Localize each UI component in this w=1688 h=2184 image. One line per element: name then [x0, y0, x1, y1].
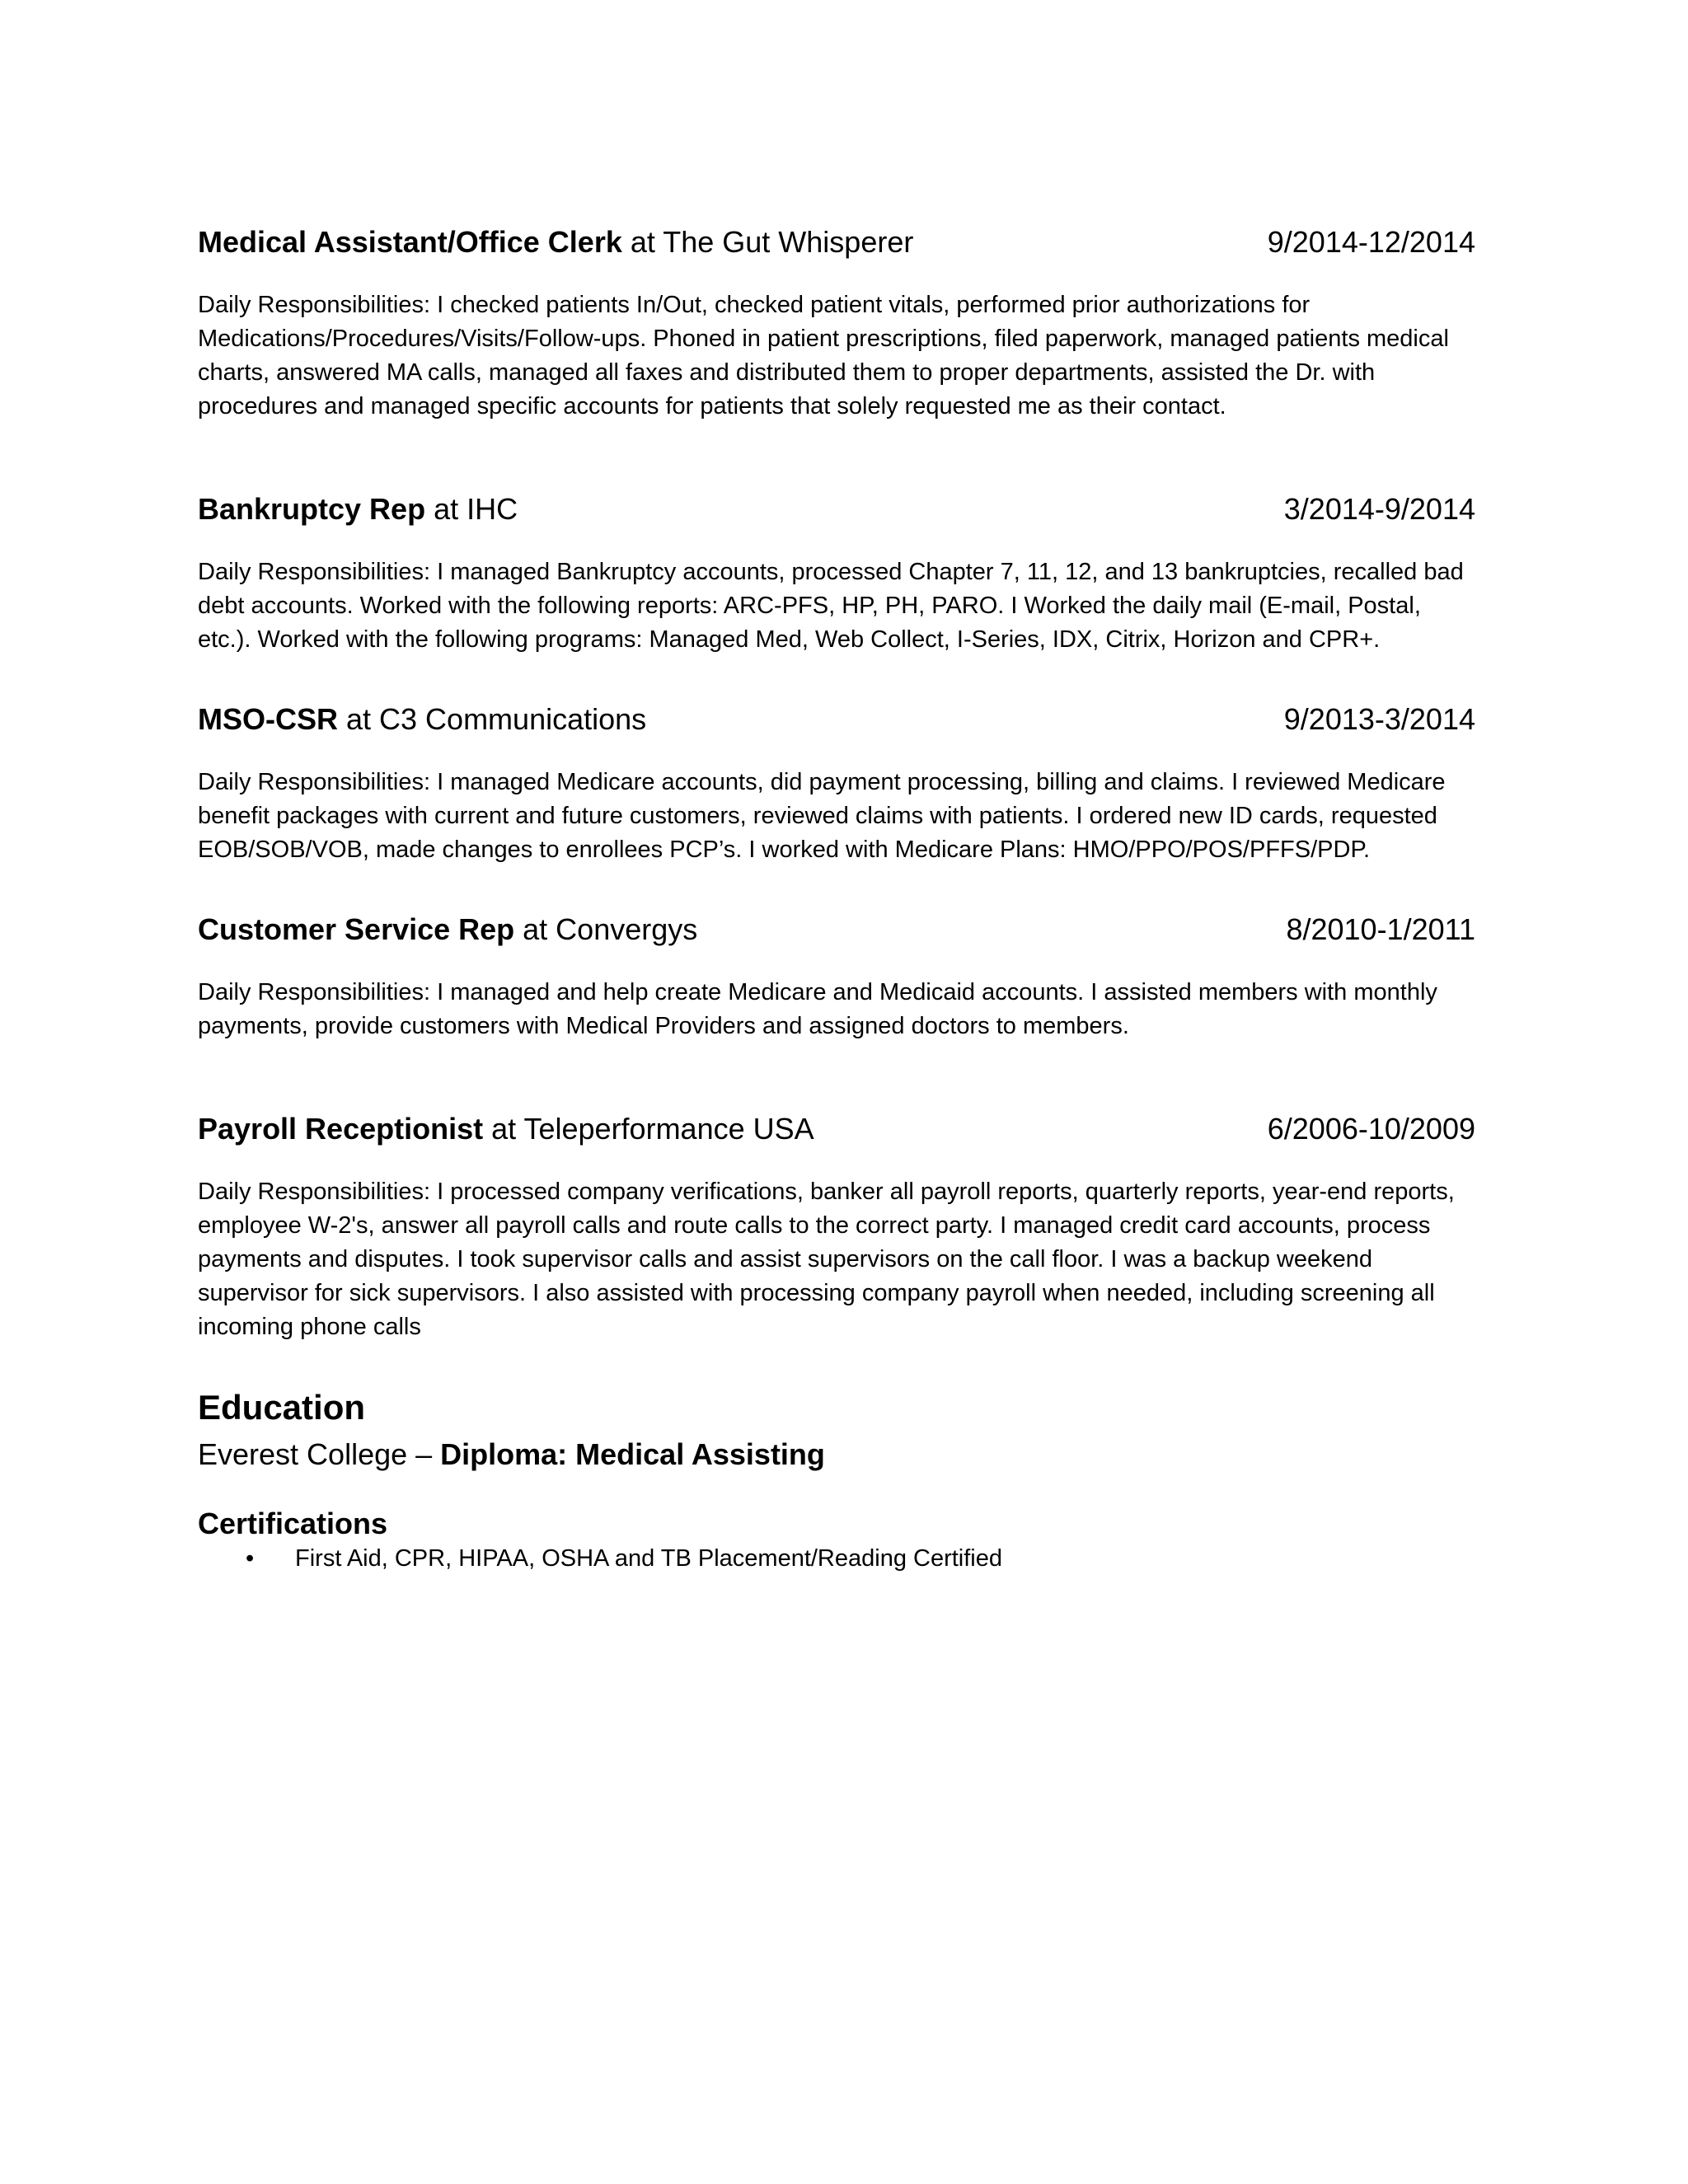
- resume-page: [198, 223, 1475, 1575]
- job-dates: 9/2013-3/2014: [1283, 702, 1475, 736]
- spacer: [198, 657, 1475, 700]
- job-employer: at Teleperformance USA: [483, 1112, 814, 1146]
- spacer: [198, 424, 1475, 490]
- job-employer: at C3 Communications: [338, 702, 647, 736]
- job-header: [198, 910, 1475, 949]
- diploma: Diploma: Medical Assisting: [440, 1437, 825, 1471]
- job-title: Payroll Receptionist: [198, 1112, 484, 1146]
- certifications-heading: Certifications: [198, 1507, 388, 1540]
- job-header: [198, 1109, 1475, 1149]
- spacer: [198, 1344, 1475, 1385]
- certification-text: First Aid, CPR, HIPAA, OSHA and TB Placement/Reading Certified: [295, 1545, 1003, 1572]
- job-employer: at IHC: [425, 492, 518, 526]
- job-title: MSO-CSR: [198, 702, 338, 736]
- job-title-line: [198, 700, 646, 739]
- job-description: Daily Responsibilities: I managed Medicare accounts, did payment processing, billing and claims. I reviewed Medicare benefit packages with current and future customers, reviewed claims with patients. I ordered new ID cards, requested EOB/SOB/VOB, made changes to enrollees PCP’s. I worked with Medicare Plans: HMO/PPO/POS/PFFS/PDP.: [198, 769, 1446, 863]
- certifications-list: [198, 1542, 1475, 1575]
- job-header: [198, 490, 1475, 529]
- education-entry: [198, 1435, 1475, 1474]
- bullet-icon: •: [246, 1545, 255, 1572]
- job-description: Daily Responsibilities: I managed and help create Medicare and Medicaid accounts. I assisted members with monthly payments, provide customers with Medical Providers and assigned doctors to members.: [198, 979, 1437, 1039]
- school-name: Everest College –: [198, 1437, 441, 1471]
- job-title: Customer Service Rep: [198, 912, 515, 946]
- job-header: [198, 223, 1475, 262]
- job-title: Medical Assistant/Office Clerk: [198, 225, 622, 259]
- job-title-line: [198, 910, 697, 949]
- job-entry-customer-service-rep: [198, 910, 1475, 1043]
- job-title-line: [198, 223, 913, 262]
- job-entry-mso-csr: [198, 700, 1475, 867]
- job-header: [198, 700, 1475, 739]
- job-employer: at The Gut Whisperer: [621, 225, 914, 259]
- spacer: [198, 1043, 1475, 1109]
- job-entry-payroll-receptionist: [198, 1109, 1475, 1344]
- job-description: Daily Responsibilities: I processed company verifications, banker all payroll reports, quarterly reports, year-end reports, employee W-2's, answer all payroll calls and route calls to the correct party. I managed credit card accounts, process payments and disputes. I took supervisor calls and assist supervisors on the call floor. I was a backup weekend supervisor for sick supervisors. I also assisted with processing company payroll when needed, including screening all incoming phone calls: [198, 1179, 1455, 1340]
- job-entry-medical-assistant: [198, 223, 1475, 424]
- job-dates: 8/2010-1/2011: [1286, 912, 1475, 946]
- list-item: [198, 1542, 1475, 1575]
- spacer: [198, 867, 1475, 910]
- education-heading: Education: [198, 1388, 366, 1427]
- job-dates: 9/2014-12/2014: [1267, 225, 1475, 259]
- job-entry-bankruptcy-rep: [198, 490, 1475, 657]
- job-description: Daily Responsibilities: I checked patients In/Out, checked patient vitals, performed prior authorizations for Medications/Procedures/Visits/Follow-ups. Phoned in patient prescriptions, filed paperwork, managed patients medical charts, answered MA calls, managed all faxes and distributed them to proper departments, assisted the Dr. with procedures and managed specific accounts for patients that solely requested me as their contact.: [198, 292, 1449, 419]
- job-employer: at Convergys: [514, 912, 698, 946]
- job-dates: 6/2006-10/2009: [1267, 1112, 1475, 1146]
- job-title-line: [198, 1109, 814, 1149]
- education-section: [198, 1385, 1475, 1474]
- job-title-line: [198, 490, 518, 529]
- certifications-section: [198, 1506, 1475, 1575]
- job-title: Bankruptcy Rep: [198, 492, 426, 526]
- job-description: Daily Responsibilities: I managed Bankruptcy accounts, processed Chapter 7, 11, 12, and 13 bankruptcies, recalled bad debt accounts. Worked with the following reports: ARC-PFS, HP, PH, PARO. I Worked the daily mail (E-mail, Postal, etc.). Worked with the following programs: Managed Med, Web Collect, I-Series, IDX, Citrix, Horizon and CPR+.: [198, 559, 1464, 653]
- job-dates: 3/2014-9/2014: [1283, 492, 1475, 526]
